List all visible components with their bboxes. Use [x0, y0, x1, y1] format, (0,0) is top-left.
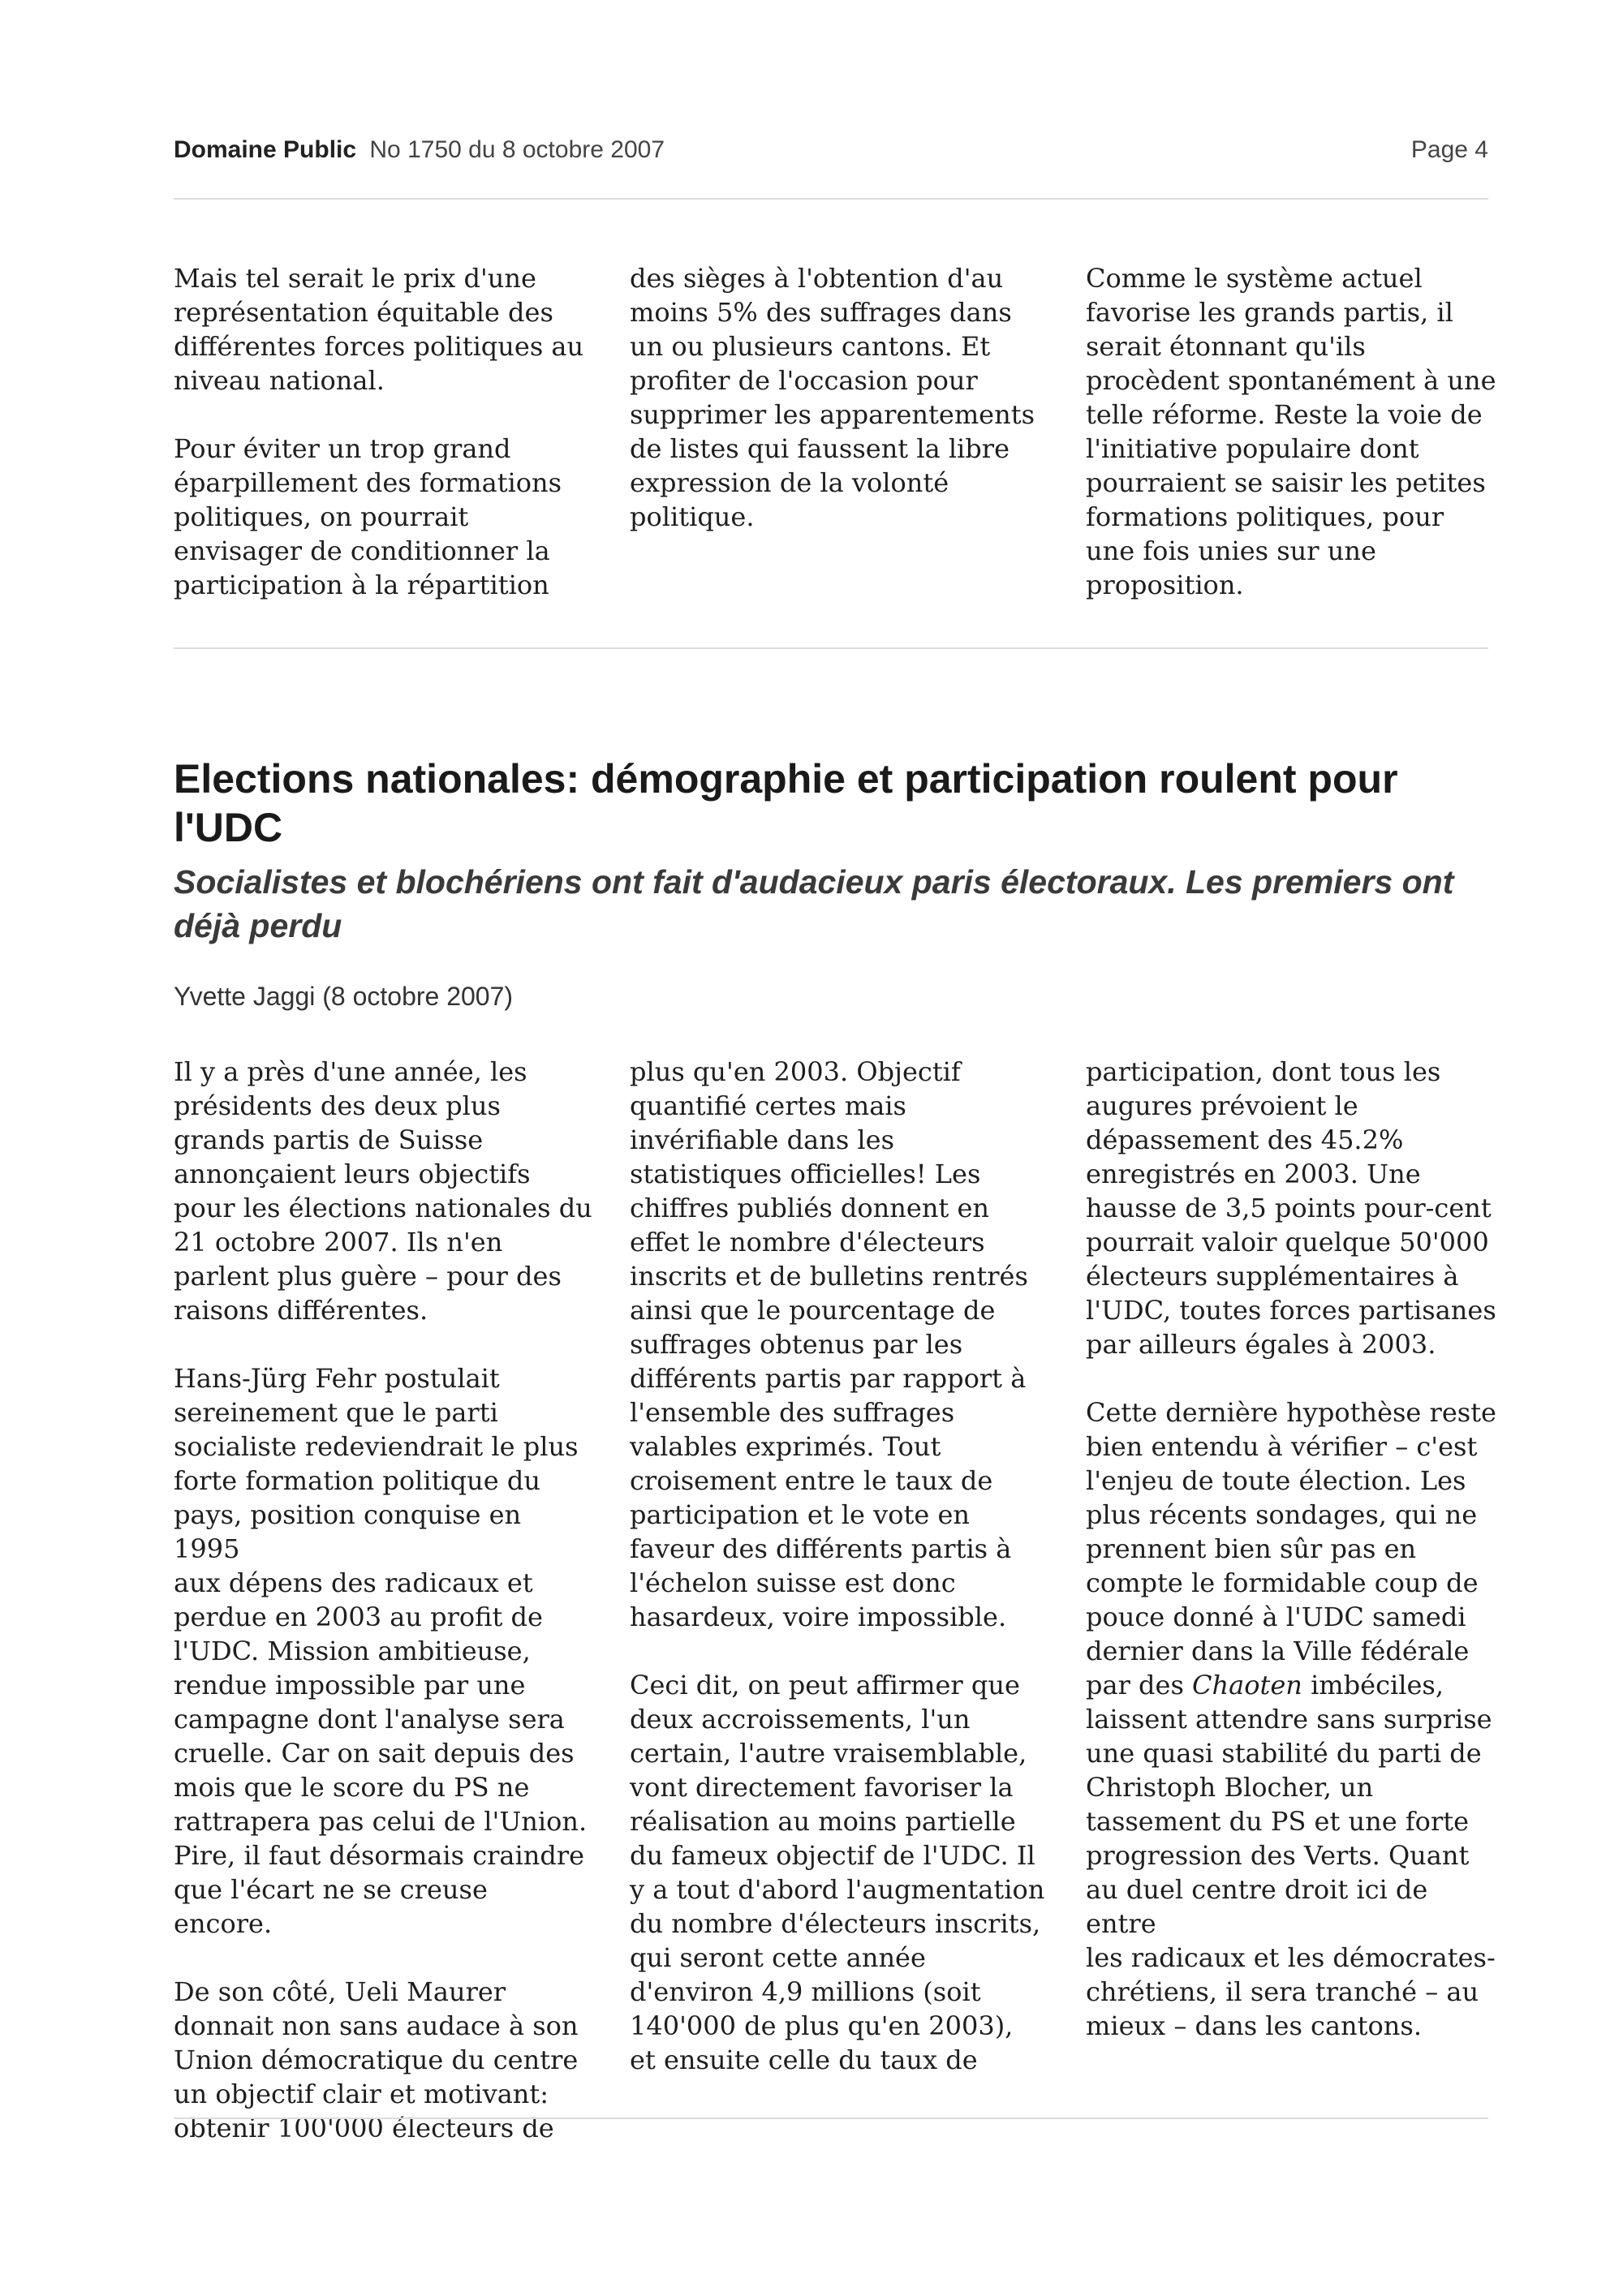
header-divider: [174, 198, 1488, 200]
emphasized-word: Chaoten: [1192, 1670, 1302, 1701]
paragraph: Ceci dit, on peut affirmer que deux accroissements, l'un certain, l'autre vraisemblable, vont directement favoriser la réalisation au moins partielle du fameux objectif de l'UDC. Il y a tout d'abord l'augmentation du nombre d'électeurs inscrits, qui seront cette année d'environ 4,9 millions (soit 140'000 de plus qu'en 2003), et ensuite celle du taux de: [630, 1670, 1045, 2075]
text-run: Cette dernière hypothèse reste bien entendu à vérifier – c'est l'enjeu de toute élection. Les plus récents sondages, qui ne prennent bien sûr pas en compte le formidable coup de pouce donné à l'UDC samedi dernier dans la Ville fédérale par des: [1086, 1397, 1496, 1701]
paragraph: des sièges à l'obtention d'au moins 5% des suffrages dans un ou plusieurs cantons. Et profiter de l'occasion pour supprimer les apparentements de listes qui faussent la libre expression de la volonté politique.: [630, 263, 1035, 532]
previous-article-column-2: [630, 261, 1048, 602]
publication-name: Domaine Public: [174, 136, 357, 163]
paragraph: De son côté, Ueli Maurer donnait non sans audace à son Union démocratique du centre un objectif clair et motivant: obtenir 100'000 électeurs de: [174, 1976, 579, 2143]
article-column-3: [1086, 1055, 1505, 2145]
article-byline: Yvette Jaggi (8 octobre 2007): [174, 982, 514, 1011]
article-column-1: [174, 1055, 592, 2145]
article-body: [174, 1055, 1505, 2145]
paragraph: Pour éviter un trop grand éparpillement des formations politiques, on pourrait envisager de conditionner la participation à la répartition: [174, 433, 562, 600]
text-run: imbéciles, laissent attendre sans surprise une quasi stabilité du parti de Christoph Blocher, un tassement du PS et une forte progression des Verts. Quant au duel centre droit ici de entre les radicaux et les démocrates- chrétiens, il sera tranché – au mieux – dans les cantons.: [1086, 1670, 1496, 2041]
footer-divider: [174, 2118, 1488, 2119]
paragraph: Il y a près d'une année, les présidents des deux plus grands partis de Suisse annonçaient leurs objectifs pour les élections nationales du 21 octobre 2007. Ils n'en parlent plus guère – pour des raisons différentes.: [174, 1056, 592, 1326]
article-column-2: [630, 1055, 1048, 2145]
article-divider: [174, 647, 1488, 649]
paragraph: Comme le système actuel favorise les grands partis, il serait étonnant qu'ils procèdent spontanément à une telle réforme. Reste la voie de l'initiative populaire dont pourraient se saisir les petites formations politiques, pour une fois unies sur une proposition.: [1086, 263, 1496, 600]
previous-article-body: [174, 261, 1505, 602]
previous-article-column-1: [174, 261, 592, 602]
article-title: Elections nationales: démographie et participation roulent pour l'UDC: [174, 756, 1398, 850]
page-number: Page 4: [1410, 136, 1488, 163]
issue-info: No 1750 du 8 octobre 2007: [369, 136, 665, 163]
paragraph: Hans-Jürg Fehr postulait sereinement que le parti socialiste redeviendrait le plus forte formation politique du pays, position conquise en 1995 aux dépens des radicaux et perdue en 2003 au profit de l'UDC. Mission ambitieuse, rendue impossible par une campagne dont l'analyse sera cruelle. Car on sait depuis des mois que le score du PS ne rattrapera pas celui de l'Union. Pire, il faut désormais craindre que l'écart ne se creuse encore.: [174, 1363, 588, 1939]
paragraph: [1086, 1395, 1505, 2043]
paragraph: plus qu'en 2003. Objectif quantifié certes mais invérifiable dans les statistiques officielles! Les chiffres publiés donnent en effet le nombre d'électeurs inscrits et de bulletins rentrés ainsi que le pourcentage de suffrages obtenus par les différents partis par rapport à l'ensemble des suffrages valables exprimés. Tout croisement entre le taux de participation et le vote en faveur des différents partis à l'échelon suisse est donc hasardeux, voire impossible.: [630, 1056, 1028, 1632]
article-subtitle: Socialistes et blochériens ont fait d'audacieux paris électoraux. Les premiers ont déjà perdu: [174, 863, 1454, 944]
paragraph: Mais tel serait le prix d'une représentation équitable des différentes forces politiques au niveau national.: [174, 263, 584, 396]
paragraph: participation, dont tous les augures prévoient le dépassement des 45.2% enregistrés en 2003. Une hausse de 3,5 points pour-cent pourrait valoir quelque 50'000 électeurs supplémentaires à l'UDC, toutes forces partisanes par ailleurs égales à 2003.: [1086, 1056, 1496, 1360]
page-header: [174, 136, 1488, 169]
previous-article-column-3: [1086, 261, 1505, 602]
